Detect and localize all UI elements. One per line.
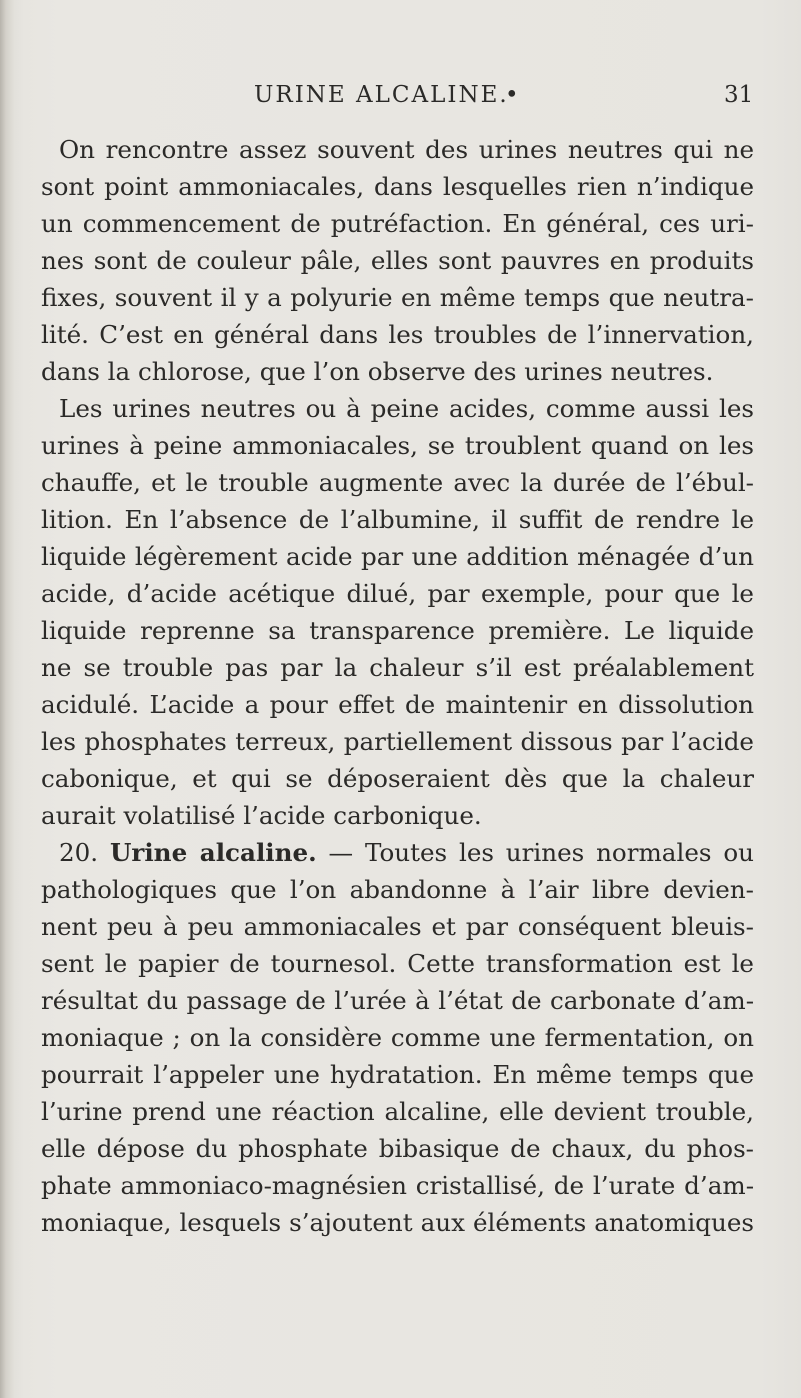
text-line: moniaque ; on la considère comme une fermentation, on <box>41 1023 754 1052</box>
text-line: sent le papier de tournesol. Cette transformation est le <box>41 949 754 978</box>
text-line: acide, d’acide acétique dilué, par exemple, pour que le <box>41 579 754 608</box>
text-line: les phosphates terreux, partiellement dissous par l’acide <box>41 727 754 756</box>
text-line: aurait volatilisé l’acide carbonique. <box>41 801 482 830</box>
section-number: 20. <box>59 838 99 867</box>
text-line: phate ammoniaco-magnésien cristallisé, de l’urate d’am- <box>41 1171 754 1200</box>
binding-edge <box>0 0 14 1398</box>
text-line: pourrait l’appeler une hydratation. En même temps que <box>41 1060 754 1089</box>
text-line: cabonique, et qui se déposeraient dès que la chaleur <box>41 764 754 793</box>
section-heading: Urine alcaline. <box>109 838 317 867</box>
text-line: urines à peine ammoniacales, se troublent quand on les <box>41 431 754 460</box>
text-line: acidulé. L’acide a pour effet de maintenir en dissolution <box>41 690 754 719</box>
text-line: On rencontre assez souvent des urines neutres qui ne <box>59 135 754 164</box>
running-head <box>0 82 801 112</box>
running-title: URINE ALCALINE. <box>254 82 509 108</box>
text-line: chauffe, et le trouble augmente avec la durée de l’ébul- <box>41 468 754 497</box>
text-line: résultat du passage de l’urée à l’état de carbonate d’am- <box>41 986 754 1015</box>
text-line: pathologiques que l’on abandonne à l’air libre devien- <box>41 875 754 904</box>
header-separator: • <box>505 82 519 108</box>
text-line: lité. C’est en général dans les troubles de l’innervation, <box>41 320 754 349</box>
section-first-line-text: — Toutes les urines normales ou <box>328 838 754 867</box>
text-line: liquide reprenne sa transparence première. Le liquide <box>41 616 754 645</box>
text-line: l’urine prend une réaction alcaline, elle devient trouble, <box>41 1097 754 1126</box>
text-line: elle dépose du phosphate bibasique de chaux, du phos- <box>41 1134 754 1163</box>
page-number: 31 <box>724 82 754 108</box>
text-line: nent peu à peu ammoniacales et par conséquent bleuis- <box>41 912 754 941</box>
text-line: un commencement de putréfaction. En général, ces uri- <box>41 209 754 238</box>
text-line: liquide légèrement acide par une addition ménagée d’un <box>41 542 754 571</box>
text-line: moniaque, lesquels s’ajoutent aux éléments anatomiques <box>41 1208 754 1237</box>
text-line: ne se trouble pas par la chaleur s’il est préalablement <box>41 653 754 682</box>
text-line: nes sont de couleur pâle, elles sont pauvres en produits <box>41 246 754 275</box>
text-line: fixes, souvent il y a polyurie en même temps que neutra- <box>41 283 754 312</box>
section-heading-line <box>59 835 754 871</box>
text-line: dans la chlorose, que l’on observe des urines neutres. <box>41 357 714 386</box>
text-line: Les urines neutres ou à peine acides, comme aussi les <box>59 394 754 423</box>
text-line: sont point ammoniacales, dans lesquelles rien n’indique <box>41 172 754 201</box>
text-line: lition. En l’absence de l’albumine, il suffit de rendre le <box>41 505 754 534</box>
